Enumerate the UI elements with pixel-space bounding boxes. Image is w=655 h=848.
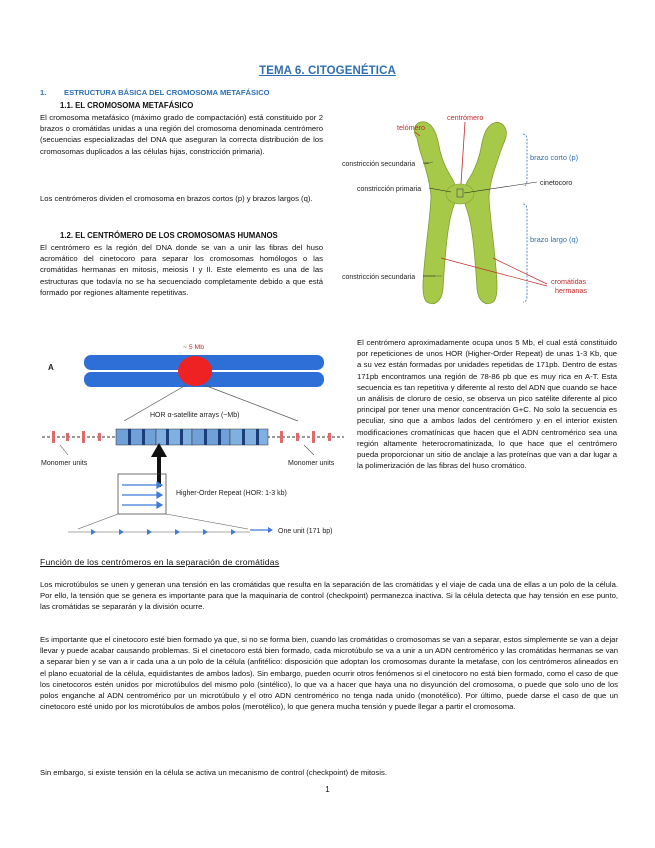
monomer-right-label: Monomer units [288, 460, 335, 467]
secondary-constriction-label-2: constricción secundaria [342, 274, 416, 281]
subsection-title-1-2: 1.2. EL CENTRÓMERO DE LOS CROMOSOMAS HUMANOS [60, 231, 278, 240]
section-title: ESTRUCTURA BÁSICA DEL CROMOSOMA METAFÁSICO [64, 88, 270, 97]
long-arm-label: brazo largo (q) [530, 235, 579, 244]
section-number: 1. [40, 88, 47, 97]
paragraph-arms: Los centrómeros dividen el cromosoma en brazos cortos (p) y brazos largos (q). [40, 194, 313, 203]
hor-figure [38, 337, 348, 542]
section-function-title: Función de los centrómeros en la separación de cromátidas [40, 557, 280, 567]
page-title: TEMA 6. CITOGENÉTICA [259, 65, 396, 77]
size-label: ~ 5 Mb [183, 344, 204, 351]
page-number: 1 [325, 785, 330, 794]
kinetochore-label: cinetocoro [540, 180, 573, 187]
panel-label: A [48, 363, 54, 372]
right-chromatid [464, 122, 506, 303]
paragraph-microtubules: Los microtúbulos se unen y generan una tensión en las cromátidas que resulta en la separación de las cromátidas y el viaje de cada una de ellas a un polo de la célula. Por ello, la tensión que se genera es importante para que la maquinaria de control (checkpoint) permanezca inactiva. Si la célula detecta que hay tensión en ese punto, las cromátidas se separarán y la división ocurre. [40, 580, 618, 612]
array-label: HOR α-satellite arrays (~Mb) [150, 412, 240, 419]
centromere-label: centrómero [447, 113, 484, 122]
paragraph-checkpoint: Sin embargo, si existe tensión en la célula se activa un mecanismo de control (checkpoint) de mitosis. [40, 768, 387, 777]
paragraph-kinetochore: Es importante que el cinetocoro esté bien formado ya que, si no se forma bien, cuando las cromátidas o cromosomas se van a separar, estos simplemente se van a dejar llevar y puede acabar causando problemas. Si el cinetocoro está bien formado, cada microtúbulo se va a unir a un ADN centromérico y las cromátidas hermanas se van a separar bien y se van a ir cada una a un polo de la célula (anfitélico: disposición que adoptan los cromosomas durante la metafase, con los centrómeros alineados en el plano ecuatorial de la célula, equidistantes de ambos lados). Sin embargo, pueden ocurrir otros fenómenos si el cinetocoro no está bien formado, como el caso de que los cinetocoros estén unidos por microtúbulos del mismo polo (sintélico), lo que va a hacer que haya una no disyunción del cromosoma, o puede que solo uno de los polos enganche al ADN centromérico por un microtúbulo y el otro ADN centromérico no tenga nada unido (monotélico). Por último, puede darse el caso de que un cinetocoro esté unido por los microtúbulos de ambos polos (merotélico), lo que genera mucha tensión y puede llegar a partir el cromosoma. [40, 635, 618, 712]
paragraph-centromere-size: El centrómero aproximadamente ocupa unos 5 Mb, el cual está constituido por repeticiones de unos HOR (Higher-Order Repeat) de unas 1-3 Kb, que a su vez están formadas por unidades repetidas de 171pb. Dentro de estas 171pb encontramos una región de 78-86 pb que es muy rica en A-T. Esta secuencia es tan repetitiva y diferente al resto del ADN que cuando se hace un análisis de cloruro de cesio, se observa un pico satélite diferente al pico principal por tener una menor concentración G+C. No solo la secuencia es peculiar, sino que a ambos lados del centrómero y en el interior existen modificaciones cromatínicas que hacen que el ADN centromérico sea una región altamente heterocromatinizada, lo que hace que el centrómero pueda proporcionar un sitio de anclaje a las proteínas que van a dar lugar a la polimerización de las fibras del huso cromático. [357, 338, 617, 471]
unit-label: One unit (171 bp) [278, 528, 333, 535]
centromere-dot [178, 356, 212, 386]
secondary-constriction-label-1: constricción secundaria [342, 161, 416, 168]
short-arm-label: brazo corto (p) [530, 153, 579, 162]
sister-chromatids-label-1: cromátidas [551, 277, 587, 286]
hor-label: Higher-Order Repeat (HOR: 1-3 kb) [176, 490, 287, 497]
monomer-left-label: Monomer units [41, 460, 88, 467]
section-heading [40, 88, 270, 97]
primary-constriction-label: constricción primaria [357, 186, 422, 193]
paragraph-centromere-def: El centrómero es la región del DNA donde se van a unir las fibras del huso acromático del cinetocoro para separar los cromosomas homólogos o las cromátidas hermanas en mitosis, meiosis I y II. Este elemento es una de las estructuras que todavía no se ha secuenciado completamente debido a que está formado por regiones altamente repetitivas. [40, 243, 323, 297]
telomere-label: telómero [397, 123, 425, 132]
sister-chromatids-label-2: hermanas [555, 286, 587, 295]
hor-array-blocks [116, 429, 268, 445]
chromosome-figure [333, 108, 628, 313]
subsection-title-1-1: 1.1. EL CROMOSOMA METAFÁSICO [60, 101, 194, 110]
paragraph-metaphase: El cromosoma metafásico (máximo grado de compactación) está constituido por 2 brazos o cromátidas unidas a una región del cromosoma denominada centrómero (secuencias especializadas del DNA que aseguran la correcta distribución de los cromosomas duplicados a las células hijas, constricción primaria). [40, 113, 323, 156]
